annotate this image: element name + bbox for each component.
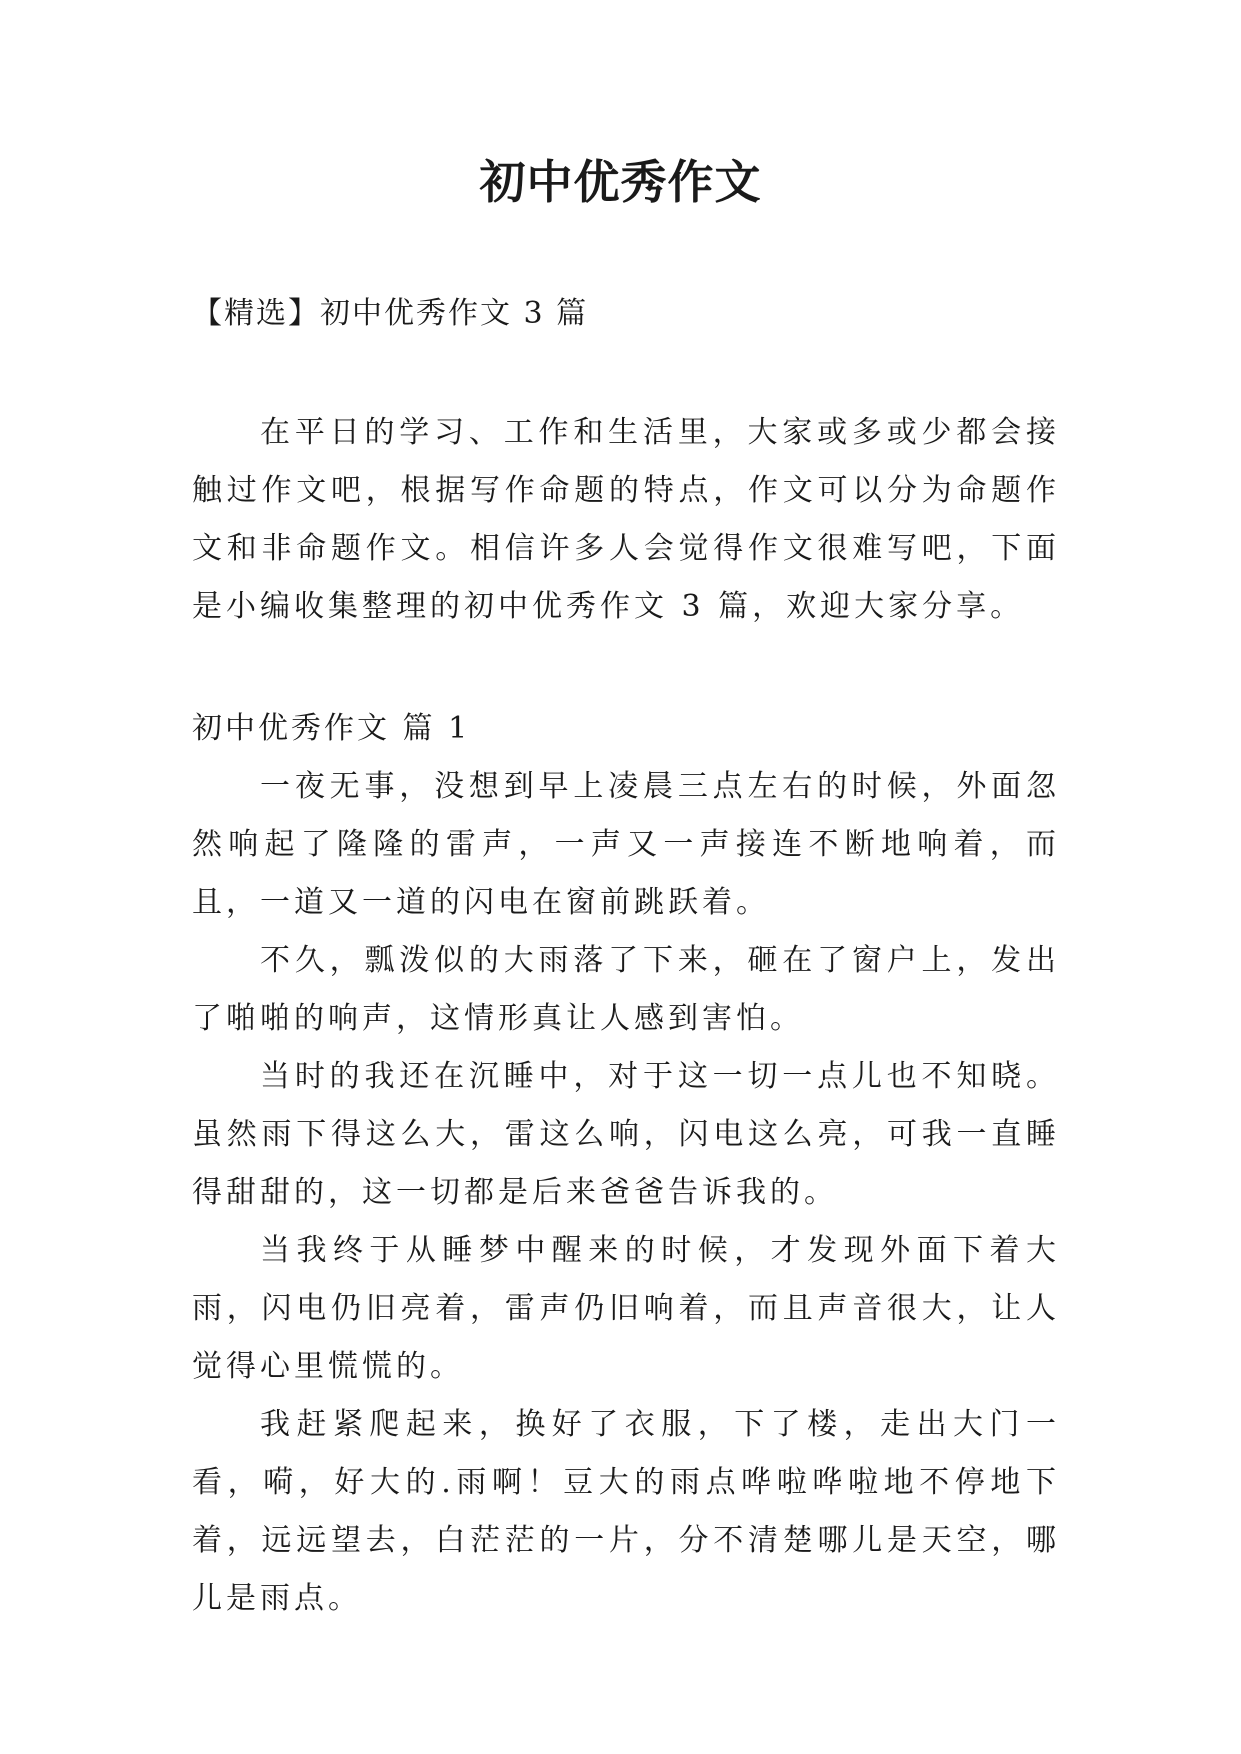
document-title: 初中优秀作文 [479, 155, 762, 209]
essay-paragraph-1: 一夜无事，没想到早上凌晨三点左右的时候，外面忽然响起了隆隆的雷声，一声又一声接连不断地响着，而且，一道又一道的闪电在窗前跳跃着。 [192, 769, 1060, 920]
essay-section-1 [192, 700, 1060, 1628]
document-subtitle: 【精选】初中优秀作文 3 篇 [192, 296, 589, 331]
intro-paragraph: 在平日的学习、工作和生活里，大家或多或少都会接触过作文吧，根据写作命题的特点，作文可以分为命题作文和非命题作文。相信许多人会觉得作文很难写吧，下面是小编收集整理的初中优秀作文 3 篇，欢迎大家分享。 [192, 415, 1060, 624]
intro-block [192, 404, 1060, 636]
essay-paragraph-5: 我赶紧爬起来，换好了衣服，下了楼，走出大门一看，嗬，好大的.雨啊！豆大的雨点哗啦哗啦地不停地下着，远远望去，白茫茫的一片，分不清楚哪儿是天空，哪儿是雨点。 [192, 1407, 1060, 1616]
essay-paragraph-4: 当我终于从睡梦中醒来的时候，才发现外面下着大雨，闪电仍旧亮着，雷声仍旧响着，而且声音很大，让人觉得心里慌慌的。 [192, 1233, 1060, 1384]
section-heading: 初中优秀作文 篇 1 [192, 711, 471, 746]
essay-paragraph-2: 不久，瓢泼似的大雨落了下来，砸在了窗户上，发出了啪啪的响声，这情形真让人感到害怕。 [192, 943, 1060, 1036]
essay-paragraph-3: 当时的我还在沉睡中，对于这一切一点儿也不知晓。虽然雨下得这么大，雷这么响，闪电这么亮，可我一直睡得甜甜的，这一切都是后来爸爸告诉我的。 [192, 1059, 1060, 1210]
